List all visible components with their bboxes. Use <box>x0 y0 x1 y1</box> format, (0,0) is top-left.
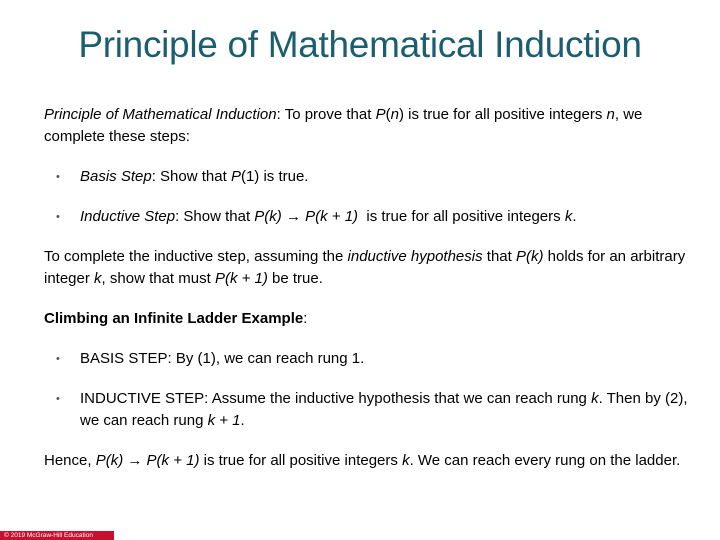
step-inductive-rest: is true for all positive integers <box>358 208 565 225</box>
ladder-inductive-k: k <box>591 390 599 407</box>
completion-text-b: that <box>482 248 516 265</box>
step-inductive-term: Inductive Step <box>80 208 176 225</box>
copyright-footer: © 2019 McGraw-Hill Education <box>0 531 114 540</box>
ladder-inductive-item <box>44 388 694 432</box>
step-inductive-text: : Show that <box>175 208 255 225</box>
step-basis-expr: (1) is true. <box>240 168 309 185</box>
intro-pn: P <box>375 106 386 123</box>
completion-k: k <box>94 270 102 287</box>
ladder-list <box>44 348 694 432</box>
step-basis-text: : Show that <box>151 168 231 185</box>
ladder-heading-colon: : <box>303 310 308 327</box>
completion-paragraph <box>44 246 694 290</box>
step-basis-term: Basis Step <box>80 168 152 185</box>
intro-n2: n <box>606 106 615 123</box>
step-basis-p: P <box>230 168 241 185</box>
intro-text-a: : To prove that <box>276 106 376 123</box>
conclusion-text-c: . We can reach every rung on the ladder. <box>409 452 681 469</box>
conclusion-text-b: is true for all positive integers <box>199 452 403 469</box>
intro-text-c: , we complete these steps: <box>44 106 643 145</box>
intro-pn-open: ( <box>385 106 391 123</box>
conclusion-paragraph <box>44 450 694 472</box>
ladder-inductive-text-a: INDUCTIVE STEP: Assume the inductive hypothesis that we can reach rung <box>80 390 592 407</box>
intro-pn-close: ) <box>398 106 404 123</box>
step-inductive <box>44 206 694 228</box>
step-inductive-end: . <box>572 208 577 225</box>
conclusion-text-a: Hence, <box>44 452 96 469</box>
intro-term: Principle of Mathematical Induction <box>44 106 277 123</box>
bullet-icon: • <box>56 211 60 223</box>
completion-pk1: P(k + 1) <box>214 270 268 287</box>
step-inductive-k: k <box>564 208 573 225</box>
ladder-inductive-text-b: . Then by (2), we can reach rung <box>80 390 688 429</box>
slide-title: Principle of Mathematical Induction <box>78 24 642 65</box>
step-inductive-expr: P(k) → P(k + 1) <box>254 208 359 225</box>
intro-n1: n <box>390 106 399 123</box>
intro-paragraph <box>44 104 694 148</box>
bullet-icon: • <box>56 171 60 183</box>
ladder-heading <box>44 308 694 330</box>
completion-text-d: , show that must <box>101 270 215 287</box>
ladder-basis-text: BASIS STEP: By (1), we can reach rung 1. <box>80 350 365 367</box>
ladder-heading-text: Climbing an Infinite Ladder Example <box>44 310 304 327</box>
completion-text-c: holds for an arbitrary integer <box>44 248 686 287</box>
conclusion-expr: P(k) → P(k + 1) <box>95 452 200 469</box>
step-basis <box>44 166 694 188</box>
ladder-inductive-k1: k + 1 <box>207 412 241 429</box>
ladder-basis-item <box>44 348 694 370</box>
completion-text-a: To complete the inductive step, assuming the <box>44 248 348 265</box>
completion-pk: P(k) <box>515 248 544 265</box>
conclusion-k: k <box>402 452 410 469</box>
ladder-inductive-text-c: . <box>240 412 245 429</box>
bullet-icon: • <box>56 353 60 365</box>
completion-ih: inductive hypothesis <box>347 248 483 265</box>
slide-content <box>44 104 694 472</box>
bullet-icon: • <box>56 393 60 405</box>
intro-text-b: is true for all positive integers <box>403 106 607 123</box>
completion-text-e: be true. <box>267 270 323 287</box>
